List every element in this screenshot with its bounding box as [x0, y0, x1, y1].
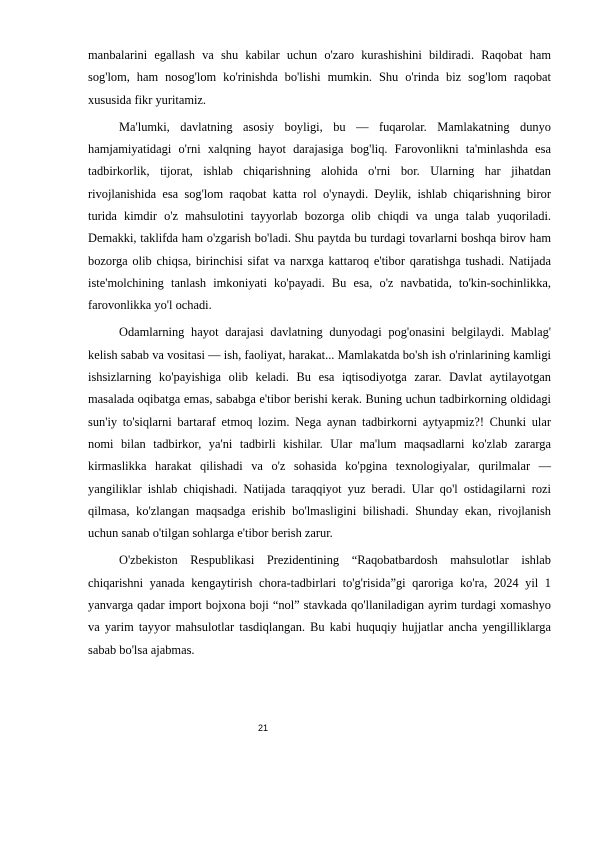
paragraph-presidential-decree: O'zbekiston Respublikasi Prezidentining “Raqobatbardosh mahsulotlar ishlab chiqarishni yanada kengaytirish chora-tadbirlari to'g'risida”gi qaroriga ko'ra, 2024 yil 1 yanvarga qadar import bojxona boji “nol” stavkada qo'llaniladigan ayrim turdagi xomashyo va yarim tayyor mahsulotlar tasdiqlangan. Bu kabi huquqiy hujjatlar ancha yengilliklarga sabab bo'lsa ajabmas.: [88, 553, 551, 657]
paragraph-continuation: manbalarini egallash va shu kabilar uchun o'zaro kurashishini bildiradi. Raqobat ham sog'lom, ham nosog'lom ko'rinishda bo'lishi mumkin. Shu o'rinda biz sog'lom raqobat xususida fikr yuritamiz.: [88, 48, 551, 107]
body-text: [88, 44, 551, 666]
paragraph-citizens-wealth: Ma'lumki, davlatning asosiy boyligi, bu — fuqarolar. Mamlakatning dunyo hamjamiyatidagi o'rni xalqning hayot darajasiga bog'liq. Farovonlikni ta'minlashda esa tadbirkorlik, tijorat, ishlab chiqarishning alohida o'rni bor. Ularning har jihatdan rivojlanishida esa sog'lom raqobat katta rol o'ynaydi. Deylik, ishlab chiqarishning biror turida kimdir o'z mahsulotini tayyorlab bozorga olib chiqdi va unga talab yuqoriladi. Demakki, taklifda ham o'zgarish bo'ladi. Shu paytda bu turdagi tovarlarni boshqa birov ham bozorga olib chiqsa, birinchisi sifat va narxga kattaroq e'tibor qaratishga tushadi. Natijada iste'molchining tanlash imkoniyati ko'payadi. Bu esa, o'z navbatida, to'kin-sochinlikka, farovonlikka yo'l ochadi.: [88, 119, 551, 313]
page-number: 21: [258, 723, 269, 733]
paragraph-living-standards: Odamlarning hayot darajasi davlatning dunyodagi pog'onasini belgilaydi. Mablag' kelish sabab va vositasi — ish, faoliyat, harakat... Mamlakatda bo'sh ish o'rinlarining kamligi ishsizlarning ko'payishiga olib keladi. Bu esa iqtisodiyotga zarar. Davlat aytilayotgan masalada oqibatga emas, sababga e'tibor berishi kerak. Buning uchun tadbirkorning oldidagi sun'iy to'siqlarni bartaraf etmoq lozim. Nega aynan tadbirkorni aytyapmiz?! Chunki ular nomi bilan tadbirkor, ya'ni tadbirli kishilar. Ular ma'lum maqsadlarni ko'zlab zararga kirmaslikka harakat qilishadi va o'z sohasida ko'pgina texnologiyalar, qurilmalar — yangiliklar ishlab chiqishadi. Natijada taraqqiyot yuz beradi. Ular qo'l ostidagilarni rozi qilmasa, ko'zlangan maqsadga erishib bo'lmasligini bilishadi. Shunday ekan, rivojlanish uchun sanab o'tilgan sohlarga e'tibor berish zarur.: [88, 325, 551, 541]
